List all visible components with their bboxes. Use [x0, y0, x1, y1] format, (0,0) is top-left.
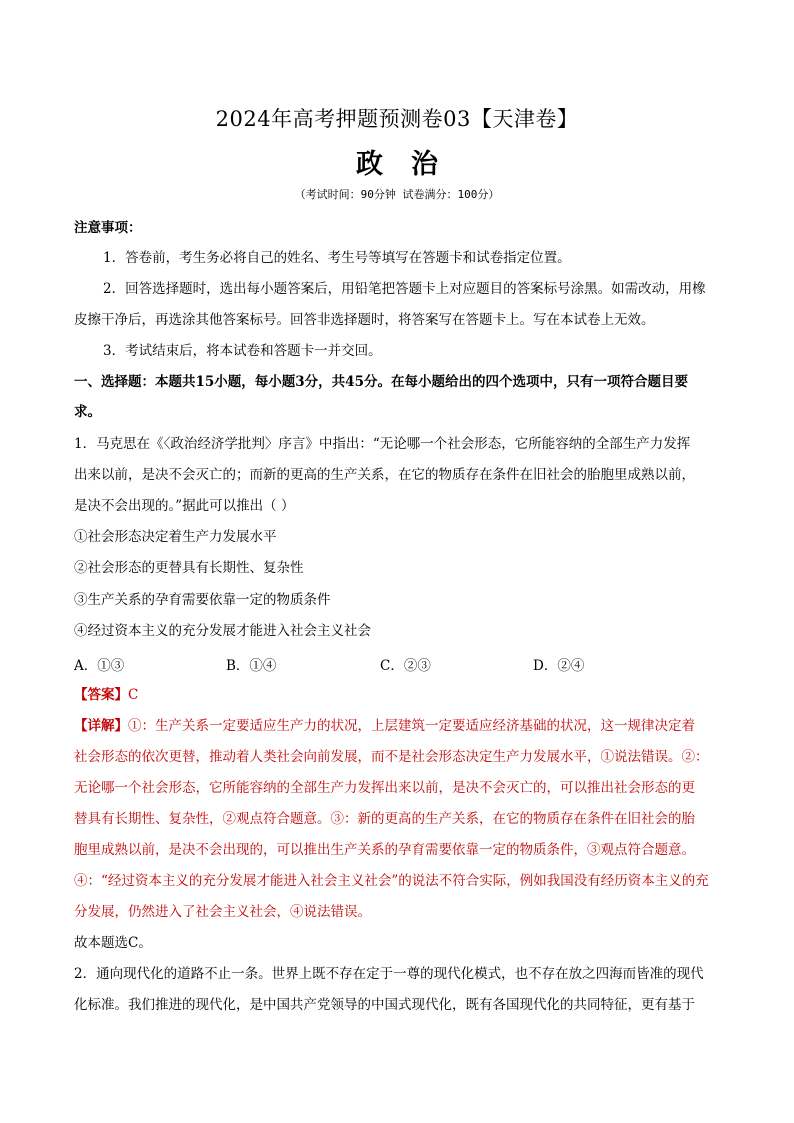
answer-options	[74, 654, 724, 674]
note-item-continued: 皮擦干净后，再选涂其他答案标号。回答非选择题时，将答案写在答题卡上。写在本试卷上无效。	[74, 312, 655, 328]
subject-title: 政治	[356, 149, 466, 180]
explanation-line: 分发展，仍然进入了社会主义社会，④说法错误。	[74, 904, 371, 920]
question-stem: 出来以前，是决不会灭亡的；而新的更高的生产关系，在它的物质存在条件在旧社会的胎胞里成熟以前，	[74, 467, 695, 483]
statement-4: ④经过资本主义的充分发展才能进入社会主义社会	[74, 623, 371, 639]
explanation-line	[74, 716, 724, 736]
section-heading-continued: 求。	[74, 404, 101, 420]
conclusion: 故本题选C。	[74, 935, 152, 951]
exam-title: 2024年高考押题预测卷03【天津卷】	[215, 107, 579, 131]
explanation-tag: 【详解】	[74, 718, 128, 734]
question-stem: 2．通向现代化的道路不止一条。世界上既不存在定于一尊的现代化模式，也不存在放之四海而皆准的现代	[74, 966, 704, 982]
option-d: D．②④	[533, 658, 585, 674]
answer-tag: 【答案】	[74, 687, 128, 703]
question-stem: 是决不会出现的。”据此可以推出（ ）	[74, 498, 295, 514]
explanation-line: 无论哪一个社会形态，它所能容纳的全部生产力发挥出来以前，是决不会灭亡的，可以推出社会形态的更	[74, 780, 695, 796]
section-heading: 一、选择题：本题共15小题，每小题3分，共45分。在每小题给出的四个选项中，只有一项符合题目要	[74, 374, 688, 390]
answer-line	[74, 685, 724, 705]
statement-1: ①社会形态决定着生产力发展水平	[74, 529, 277, 545]
exam-info: （考试时间：90分钟 试卷满分：100分）	[294, 188, 500, 201]
answer-value: C	[128, 687, 139, 703]
question-stem: 化标准。我们推进的现代化，是中国共产党领导的中国式现代化，既有各国现代化的共同特征，更有基于	[74, 997, 695, 1013]
statement-3: ③生产关系的孕育需要依靠一定的物质条件	[74, 592, 331, 608]
question-stem: 1．马克思在《〈政治经济学批判〉序言》中指出：“无论哪一个社会形态，它所能容纳的全部生产力发挥	[74, 436, 691, 452]
explanation-line: 社会形态的依次更替，推动着人类社会向前发展，而不是社会形态决定生产力发展水平，①说法错误。②：	[74, 749, 709, 765]
option-b: B．①④	[226, 658, 277, 674]
option-a: A．①③	[74, 658, 125, 674]
option-c: C．②③	[380, 658, 431, 674]
notes-heading: 注意事项：	[74, 220, 142, 236]
note-item: 2．回答选择题时，选出每小题答案后，用铅笔把答题卡上对应题目的答案标号涂黑。如需改动，用橡	[103, 281, 706, 297]
statement-2: ②社会形态的更替具有长期性、复杂性	[74, 560, 304, 576]
note-item: 1．答卷前，考生务必将自己的姓名、考生号等填写在答题卡和试卷指定位置。	[103, 250, 571, 266]
explanation-line: 替具有长期性、复杂性，②观点符合题意。③：新的更高的生产关系，在它的物质存在条件在旧社会的胎	[74, 811, 695, 827]
explanation-line: 胞里成熟以前，是决不会出现的，可以推出生产关系的孕育需要依靠一定的物质条件，③观点符合题意。	[74, 842, 695, 858]
explanation-text: ①：生产关系一定要适应生产力的状况，上层建筑一定要适应经济基础的状况，这一规律决定着	[128, 718, 695, 734]
explanation-line: ④：“经过资本主义的充分发展才能进入社会主义社会”的说法不符合实际，例如我国没有经历资本主义的充	[74, 873, 709, 889]
note-item: 3．考试结束后，将本试卷和答题卡一并交回。	[103, 343, 382, 359]
